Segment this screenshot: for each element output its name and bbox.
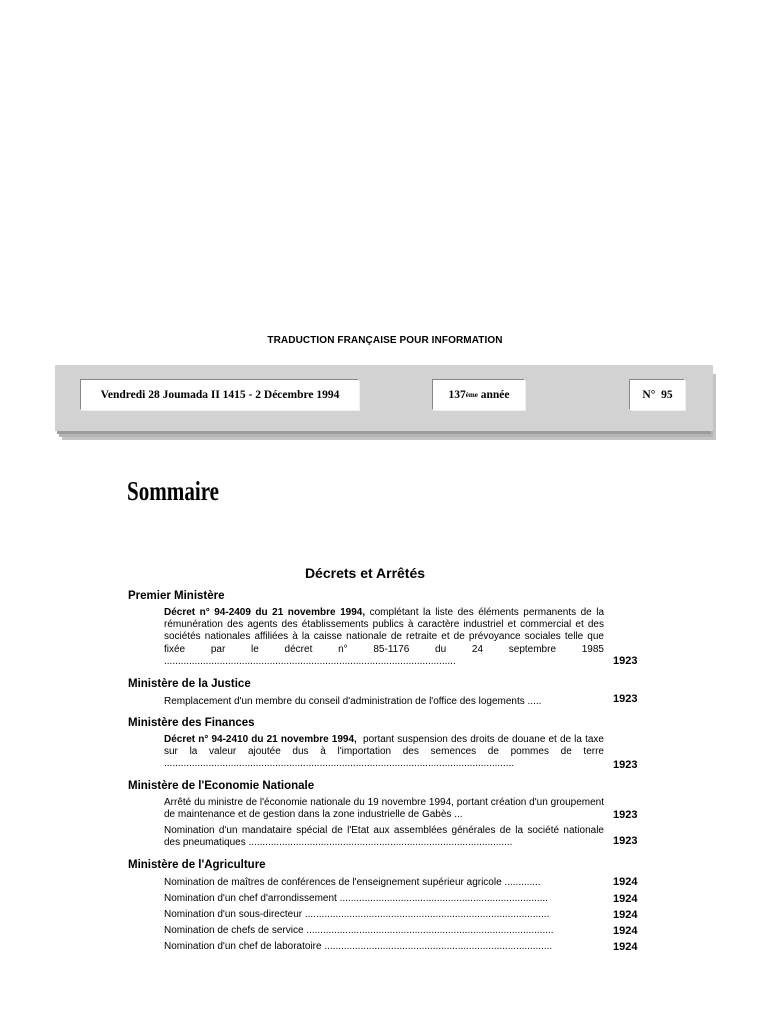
toc-entry[interactable] bbox=[164, 696, 604, 708]
page-number: 1924 bbox=[613, 909, 638, 921]
toc-entry[interactable] bbox=[164, 893, 604, 905]
year-label: année bbox=[477, 389, 510, 401]
toc-entry[interactable] bbox=[164, 797, 604, 821]
page-number: 1924 bbox=[613, 893, 638, 905]
entry-lead: Décret n° 94-2410 du 21 novembre 1994, bbox=[164, 734, 357, 745]
ministry-heading: Ministère de l'Economie Nationale bbox=[128, 780, 315, 792]
page-number: 1923 bbox=[613, 835, 638, 847]
page-number: 1923 bbox=[613, 655, 638, 667]
ministry-heading: Premier Ministère bbox=[128, 590, 225, 602]
issue-date-text: Vendredi 28 Joumada II 1415 - 2 Décembre 1994 bbox=[100, 389, 340, 401]
issue-date bbox=[81, 380, 359, 410]
page-number: 1924 bbox=[613, 925, 638, 937]
year-number: 137 bbox=[448, 389, 466, 401]
toc-entry[interactable] bbox=[164, 941, 604, 953]
issue-year bbox=[433, 380, 525, 410]
entry-text: Nomination de maîtres de conférences de l'enseignement supérieur agricole ............. bbox=[164, 877, 541, 888]
page-number: 1923 bbox=[613, 809, 638, 821]
ministry-heading: Ministère de la Justice bbox=[128, 678, 251, 690]
ministry-heading: Ministère des Finances bbox=[128, 717, 255, 729]
section-title: Décrets et Arrêtés bbox=[304, 565, 426, 581]
entry-text: Nomination d'un mandataire spécial de l'Etat aux assemblées générales de la société nationale des pneumatiques ............................................................................................... bbox=[164, 825, 604, 849]
page-title: Sommaire bbox=[127, 476, 220, 506]
entry-text: Remplacement d'un membre du conseil d'administration de l'office des logements ..... bbox=[164, 696, 542, 707]
toc-entry[interactable] bbox=[164, 909, 604, 921]
page-number: 1924 bbox=[613, 941, 638, 953]
entry-lead: Décret n° 94-2409 du 21 novembre 1994, bbox=[164, 607, 366, 618]
toc-entry[interactable] bbox=[164, 734, 607, 771]
translation-notice: TRADUCTION FRANÇAISE POUR INFORMATION bbox=[267, 335, 503, 346]
page-number: 1923 bbox=[613, 759, 638, 771]
issue-number-text: N° 95 bbox=[642, 389, 673, 401]
entry-text: portant suspension des droits de douane et de la taxe sur la valeur ajoutée dus à l'importation des semences de pommes de terre .............................................................................................................................. bbox=[164, 734, 607, 770]
issue-number bbox=[630, 380, 685, 410]
toc-entry[interactable] bbox=[164, 607, 604, 668]
entry-text: Arrêté du ministre de l'économie nationale du 19 novembre 1994, portant création d'un groupement de maintenance et de gestion dans la zone industrielle de Gabès ... bbox=[164, 797, 604, 821]
entry-text: Nomination de chefs de service ......................................................................................... bbox=[164, 925, 554, 936]
entry-text: Nomination d'un chef de laboratoire .................................................................................. bbox=[164, 941, 553, 952]
entry-text: complétant la liste des éléments permanents de la rémunération des agents des établissements publics à caractère industriel et commercial et des sociétés nationales affiliées à la caisse nationale de retraite et de prévoyance sociales telle que fixée par le décret n° 85-1176 du 24 septembre 1985 ......................................................................................................... bbox=[164, 607, 605, 667]
toc-entry[interactable] bbox=[164, 925, 604, 937]
year-superscript: ème bbox=[465, 391, 478, 399]
entry-text: Nomination d'un sous-directeur ........................................................................................ bbox=[164, 909, 550, 920]
entry-text: Nomination d'un chef d'arrondissement ........................................................................... bbox=[164, 893, 548, 904]
page-number: 1923 bbox=[613, 693, 638, 705]
toc-entry[interactable] bbox=[164, 825, 604, 849]
ministry-heading: Ministère de l'Agriculture bbox=[128, 859, 266, 871]
toc-entry[interactable] bbox=[164, 877, 604, 889]
page-number: 1924 bbox=[613, 876, 638, 888]
